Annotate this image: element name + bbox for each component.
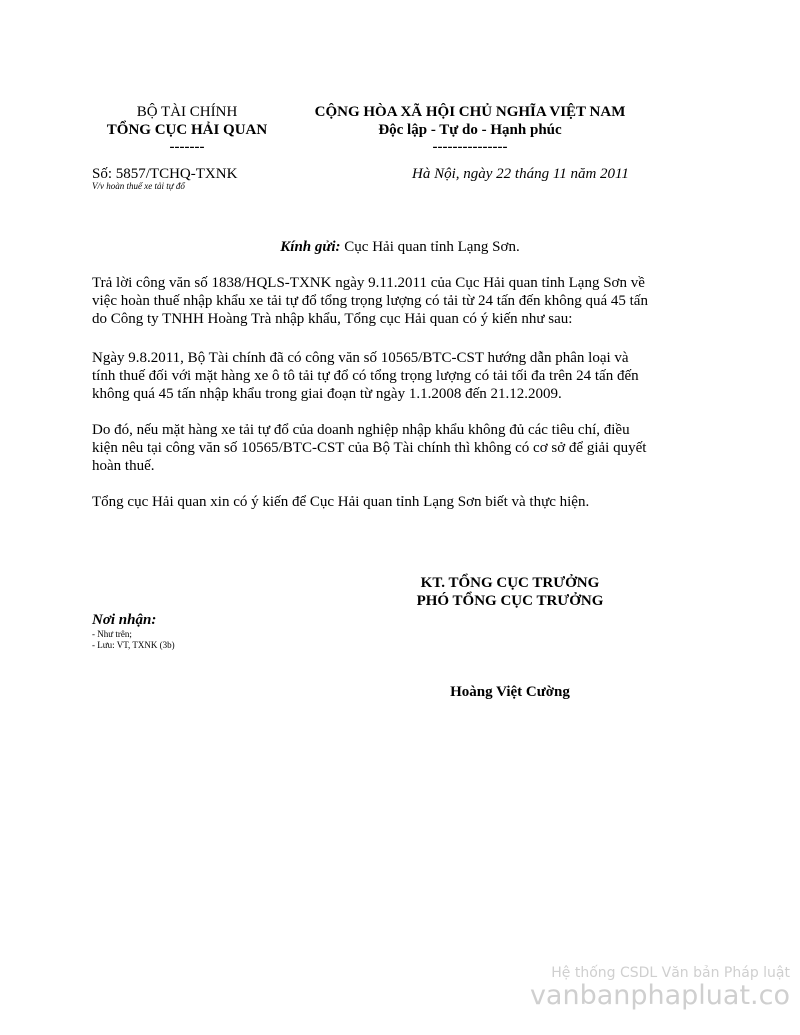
- signature-title-2: PHÓ TỔNG CỤC TRƯỞNG: [416, 593, 604, 609]
- right-header-rule: ---------------: [432, 139, 508, 155]
- paragraph-1: Trả lời công văn số 1838/HQLS-TXNK ngày 9.11.2011 của Cục Hải quan tỉnh Lạng Sơn về việc hoàn thuế nhập khẩu xe tải tự đổ tổng trọng lượng có tải từ 24 tấn đến không quá 45 tấn do Công ty TNHH Hoàng Trà nhập khẩu, Tổng cục Hải quan có ý kiến như sau:: [92, 275, 648, 327]
- paragraph-2: Ngày 9.8.2011, Bộ Tài chính đã có công văn số 10565/BTC-CST hướng dẫn phân loại và tính thuế đối với mặt hàng xe ô tô tải tự đổ có tổng trọng lượng có tải tối đa trên 24 tấn đến không quá 45 tấn nhập khẩu trong giai đoạn từ ngày 1.1.2008 đến 21.12.2009.: [92, 350, 639, 402]
- watermark-caption: Hệ thống CSDL Văn bản Pháp luật: [551, 965, 790, 981]
- paragraph-3: Do đó, nếu mặt hàng xe tải tự đổ của doanh nghiệp nhập khẩu không đủ các tiêu chí, điều kiện nêu tại công văn số 10565/BTC-CST của Bộ Tài chính thì không có cơ sở để giải quyết hoàn thuế.: [92, 422, 647, 474]
- recipient-value: Cục Hải quan tỉnh Lạng Sơn.: [340, 239, 520, 255]
- recipients-item: - Lưu: VT, TXNK (3b): [92, 640, 175, 650]
- document-number: Số: 5857/TCHQ-TXNK: [92, 166, 238, 182]
- ministry-name: BỘ TÀI CHÍNH: [136, 104, 238, 120]
- place-date: Hà Nội, ngày 22 tháng 11 năm 2011: [412, 166, 629, 182]
- left-header-rule: -------: [169, 139, 205, 155]
- recipient-label: Kính gửi:: [280, 239, 341, 255]
- paragraph-4: Tổng cục Hải quan xin có ý kiến để Cục Hải quan tỉnh Lạng Sơn biết và thực hiện.: [92, 494, 590, 510]
- recipient-line: [0, 238, 800, 256]
- national-motto: Độc lập - Tự do - Hạnh phúc: [378, 122, 562, 138]
- signer-name: Hoàng Việt Cường: [450, 684, 570, 700]
- watermark-site: vanbanphapluat.co: [529, 980, 790, 1011]
- document-subject: V/v hoàn thuế xe tải tự đổ: [92, 181, 185, 191]
- recipients-item: - Như trên;: [92, 629, 132, 639]
- country-name: CỘNG HÒA XÃ HỘI CHỦ NGHĨA VIỆT NAM: [314, 104, 626, 120]
- signature-title-1: KT. TỔNG CỤC TRƯỞNG: [420, 575, 600, 591]
- recipients-title: Nơi nhận:: [92, 612, 157, 628]
- department-name: TỔNG CỤC HẢI QUAN: [106, 122, 268, 138]
